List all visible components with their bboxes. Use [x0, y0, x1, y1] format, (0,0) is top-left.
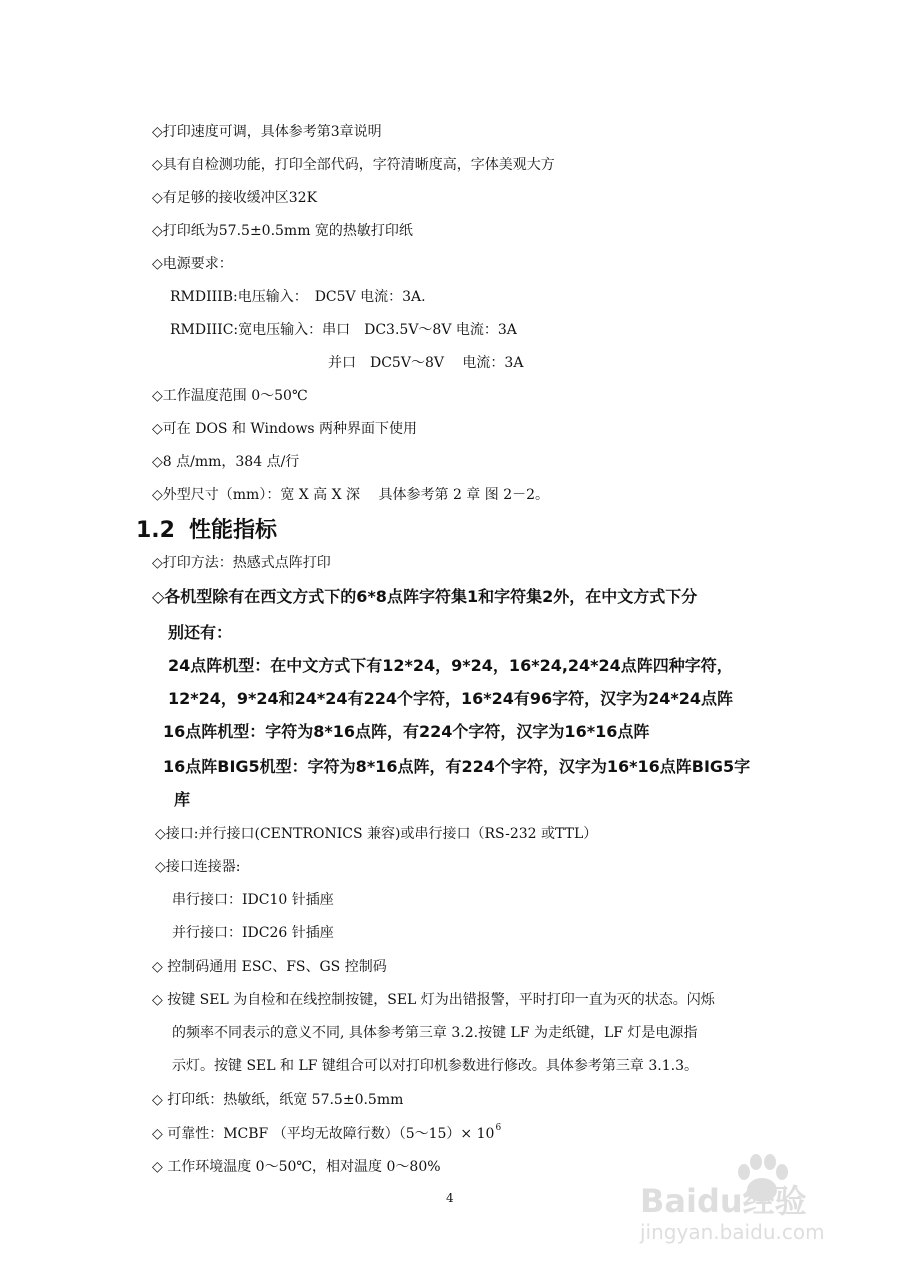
perf-charsets-cont: 别还有：	[168, 623, 233, 642]
perf-reliability-text: ◇ 可靠性：MCBF （平均无故障行数）（5～15）× 10	[152, 1126, 495, 1142]
perf-buttons-cont1: 的频率不同表示的意义不同, 具体参考第三章 3.2.按键 LF 为走纸键，LF 灯是电源指	[172, 1025, 698, 1041]
perf-interface: ◇接口:并行接口(CENTRONICS 兼容)或串行接口（RS-232 或TTL）	[155, 826, 598, 842]
feature-paper: ◇打印纸为57.5±0.5mm 宽的热敏打印纸	[152, 223, 413, 239]
perf-control-codes: ◇ 控制码通用 ESC、FS、GS 控制码	[152, 959, 387, 975]
perf-16dot-model: 16点阵机型：字符为8*16点阵，有224个字符，汉字为16*16点阵	[163, 722, 650, 741]
section-number: 1.2	[136, 518, 175, 543]
feature-dimensions: ◇外型尺寸（mm）：宽 X 高 X 深 具体参考第 2 章 图 2－2。	[152, 487, 550, 503]
perf-connector: ◇接口连接器:	[155, 859, 241, 875]
feature-self-test: ◇具有自检测功能，打印全部代码，字符清晰度高，字体美观大方	[152, 157, 555, 173]
perf-24dot-model: 24点阵机型：在中文方式下有12*24，9*24，16*24,24*24点阵四种字符，	[168, 656, 733, 675]
perf-big5-cont: 库	[174, 790, 191, 809]
power-rmdiiic-serial: RMDIIIC:宽电压输入：串口 DC3.5V～8V 电流：3A	[170, 322, 517, 338]
perf-print-method: ◇打印方法：热感式点阵打印	[152, 555, 331, 571]
feature-print-speed: ◇打印速度可调，具体参考第3章说明	[152, 124, 382, 140]
power-rmdiiic-parallel: 并口 DC5V～8V 电流：3A	[328, 355, 524, 371]
feature-resolution: ◇8 点/mm，384 点/行	[152, 454, 300, 470]
feature-os: ◇可在 DOS 和 Windows 两种界面下使用	[152, 421, 418, 437]
perf-buttons: ◇ 按键 SEL 为自检和在线控制按键，SEL 灯为出错报警，平时打印一直为灭的状态。闪烁	[152, 992, 715, 1008]
feature-temperature: ◇工作温度范围 0～50℃	[152, 388, 308, 404]
page-number: 4	[446, 1191, 454, 1205]
watermark-url: jingyan.baidu.com	[640, 1220, 825, 1244]
reliability-exponent: 6	[495, 1123, 502, 1133]
feature-power-heading: ◇电源要求：	[152, 256, 233, 272]
section-title: 性能指标	[188, 518, 277, 543]
feature-buffer: ◇有足够的接收缓冲区32K	[152, 190, 318, 206]
perf-buttons-cont2: 示灯。按键 SEL 和 LF 键组合可以对打印机参数进行修改。具体参考第三章 3.1.3。	[172, 1058, 698, 1074]
section-heading	[136, 516, 277, 546]
perf-reliability	[152, 1124, 501, 1144]
baidu-jingyan-watermark	[640, 1150, 880, 1260]
perf-charsets: ◇各机型除有在西文方式下的6*8点阵字符集1和字符集2外，在中文方式下分	[152, 587, 698, 606]
perf-environment: ◇ 工作环境温度 0～50℃，相对温度 0～80%	[152, 1159, 441, 1175]
perf-serial-connector: 串行接口：IDC10 针插座	[172, 892, 334, 908]
watermark-brand: Baidu经验	[640, 1182, 807, 1220]
perf-big5-model: 16点阵BIG5机型：字符为8*16点阵，有224个字符，汉字为16*16点阵BIG5字	[163, 757, 751, 776]
perf-parallel-connector: 并行接口：IDC26 针插座	[172, 925, 334, 941]
perf-24dot-detail: 12*24，9*24和24*24有224个字符，16*24有96字符，汉字为24*24点阵	[168, 689, 734, 708]
perf-paper: ◇ 打印纸：热敏纸，纸宽 57.5±0.5mm	[152, 1092, 404, 1108]
power-rmdiiib: RMDIIIB:电压输入： DC5V 电流：3A.	[170, 289, 426, 305]
